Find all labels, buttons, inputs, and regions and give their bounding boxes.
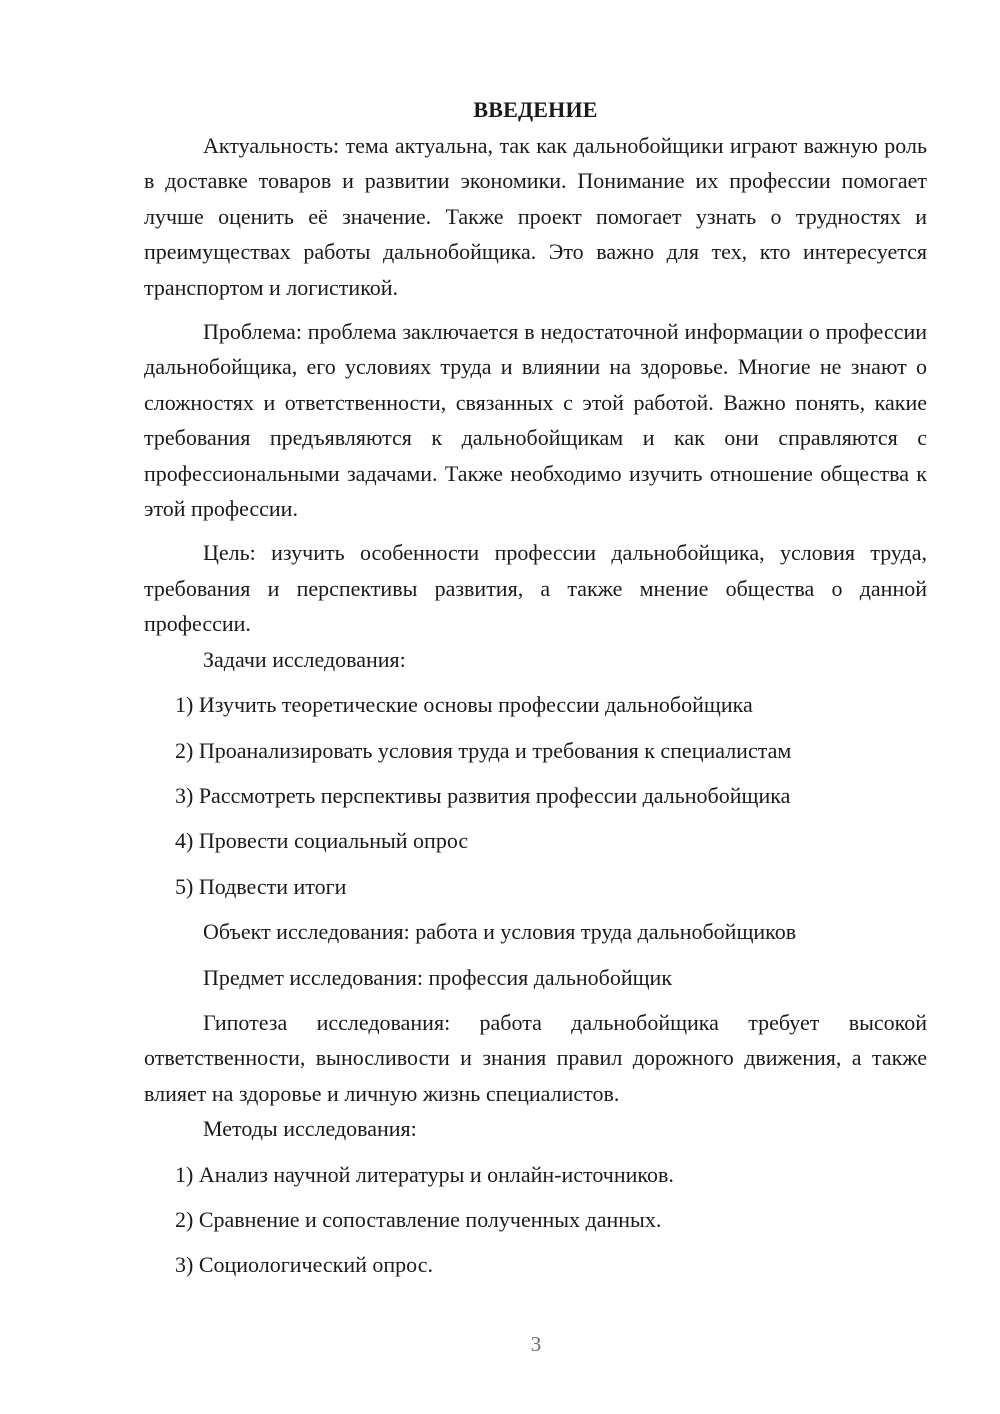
list-item: 1) Анализ научной литературы и онлайн-источников.	[175, 1161, 674, 1187]
methods-title: Методы исследования:	[203, 1116, 417, 1142]
list-item: 2) Проанализировать условия труда и требования к специалистам	[175, 737, 792, 763]
tasks-title: Задачи исследования:	[203, 646, 406, 672]
relevance-paragraph: Актуальность: тема актуальна, так как дальнобойщики играют важную роль в доставке товаров и развитии экономики. Понимание их профессии помогает лучше оценить её значение. Также проект помогает узнать о трудностях и преимуществах работы дальнобойщика. Это важно для тех, кто интересуется транспортом и логистикой.	[144, 133, 927, 300]
list-item: 3) Социологический опрос.	[175, 1252, 433, 1278]
list-item: 1) Изучить теоретические основы профессии дальнобойщика	[175, 692, 753, 718]
methods-list	[144, 1157, 927, 1283]
list-item: 5) Подвести итоги	[175, 873, 347, 899]
subject-paragraph: Предмет исследования: профессия дальнобойщик	[203, 964, 673, 990]
list-item: 3) Рассмотреть перспективы развития профессии дальнобойщика	[175, 782, 791, 808]
section-heading: ВВЕДЕНИЕ	[473, 97, 598, 122]
list-item: 4) Провести социальный опрос	[175, 828, 469, 854]
page-number: 3	[530, 1332, 542, 1356]
document-page	[144, 92, 927, 1283]
goal-paragraph: Цель: изучить особенности профессии дальнобойщика, условия труда, требования и перспективы развития, а также мнение общества о данной профессии.	[144, 540, 927, 637]
tasks-list	[144, 687, 927, 904]
hypothesis-paragraph: Гипотеза исследования: работа дальнобойщика требует высокой ответственности, выносливости и знания правил дорожного движения, а также влияет на здоровье и личную жизнь специалистов.	[144, 1009, 927, 1106]
list-item: 2) Сравнение и сопоставление полученных данных.	[175, 1206, 662, 1232]
object-paragraph: Объект исследования: работа и условия труда дальнобойщиков	[203, 919, 797, 945]
problem-paragraph: Проблема: проблема заключается в недостаточной информации о профессии дальнобойщика, его условиях труда и влиянии на здоровье. Многие не знают о сложностях и ответственности, связанных с этой работой. Важно понять, какие требования предъявляются к дальнобойщикам и как они справляются с профессиональными задачами. Также необходимо изучить отношение общества к этой профессии.	[144, 319, 927, 522]
